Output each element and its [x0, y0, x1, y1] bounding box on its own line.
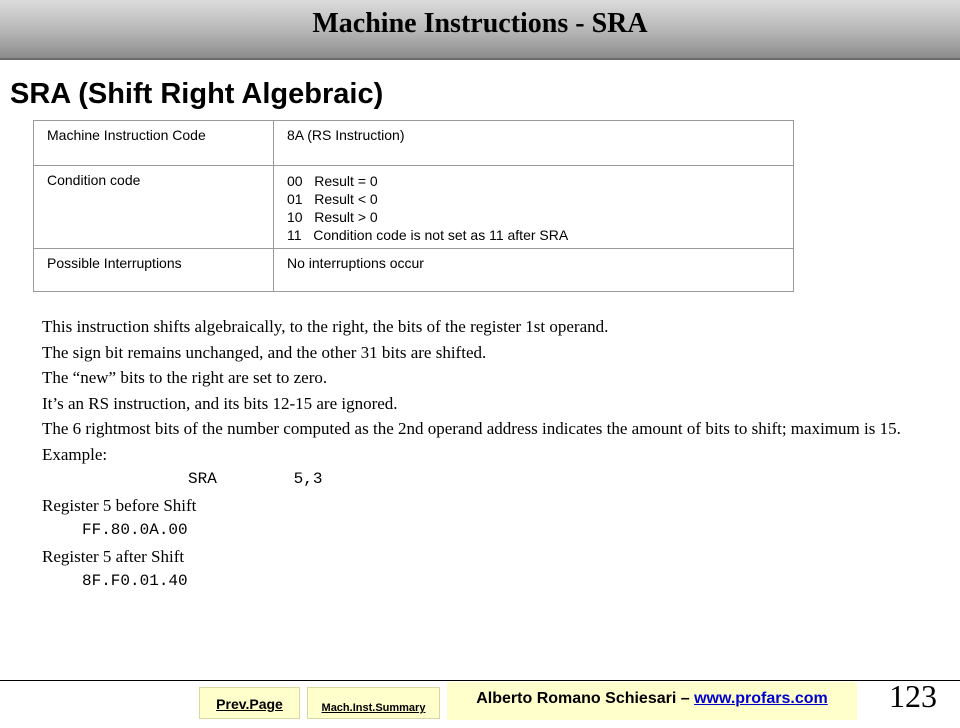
table-row	[34, 249, 794, 292]
row-label: Condition code	[34, 166, 274, 249]
prev-page-button[interactable]: Prev.Page	[199, 687, 300, 719]
slide-title: Machine Instructions - SRA	[312, 8, 648, 39]
example-code: SRA 5,3	[188, 470, 323, 488]
condition-code-line: 01 Result < 0	[287, 191, 378, 207]
before-label: Register 5 before Shift	[42, 495, 197, 515]
value-line: No interruptions occur	[287, 255, 424, 271]
section-heading: SRA (Shift Right Algebraic)	[10, 78, 384, 110]
summary-button[interactable]: Mach.Inst.Summary	[307, 687, 440, 719]
paragraph-line: Example:	[42, 444, 108, 464]
condition-code-line: 11 Condition code is not set as 11 after SRA	[287, 227, 569, 243]
after-value: 8F.F0.01.40	[82, 572, 188, 590]
instruction-info-table	[33, 120, 794, 292]
footer-divider	[0, 680, 960, 681]
before-value: FF.80.0A.00	[82, 521, 188, 539]
paragraph-line: It’s an RS instruction, and its bits 12-15 are ignored.	[42, 393, 398, 413]
row-value	[274, 121, 794, 166]
condition-code-line: 10 Result > 0	[287, 209, 378, 225]
paragraph-line: This instruction shifts algebraically, to the right, the bits of the register 1st operand.	[42, 317, 609, 336]
row-label: Possible Interruptions	[34, 249, 274, 292]
table-row	[34, 121, 794, 166]
website-link[interactable]: www.profars.com	[694, 690, 828, 707]
paragraph-line: The “new” bits to the right are set to zero.	[42, 368, 328, 387]
description-text	[42, 314, 922, 595]
row-value	[274, 249, 794, 292]
condition-code-line: 00 Result = 0	[287, 173, 378, 189]
author-credit	[447, 682, 857, 720]
page-number: 123	[889, 678, 937, 714]
author-name: Alberto Romano Schiesari –	[476, 690, 695, 707]
title-bar	[0, 0, 960, 60]
row-label: Machine Instruction Code	[34, 121, 274, 166]
table-row	[34, 166, 794, 249]
after-label: Register 5 after Shift	[42, 546, 185, 566]
row-value	[274, 166, 794, 249]
paragraph-line: The sign bit remains unchanged, and the other 31 bits are shifted.	[42, 342, 487, 362]
value-line: 8A (RS Instruction)	[287, 127, 405, 143]
paragraph-line: The 6 rightmost bits of the number computed as the 2nd operand address indicates the amount of bits to shift; maximum is 15.	[42, 419, 901, 438]
